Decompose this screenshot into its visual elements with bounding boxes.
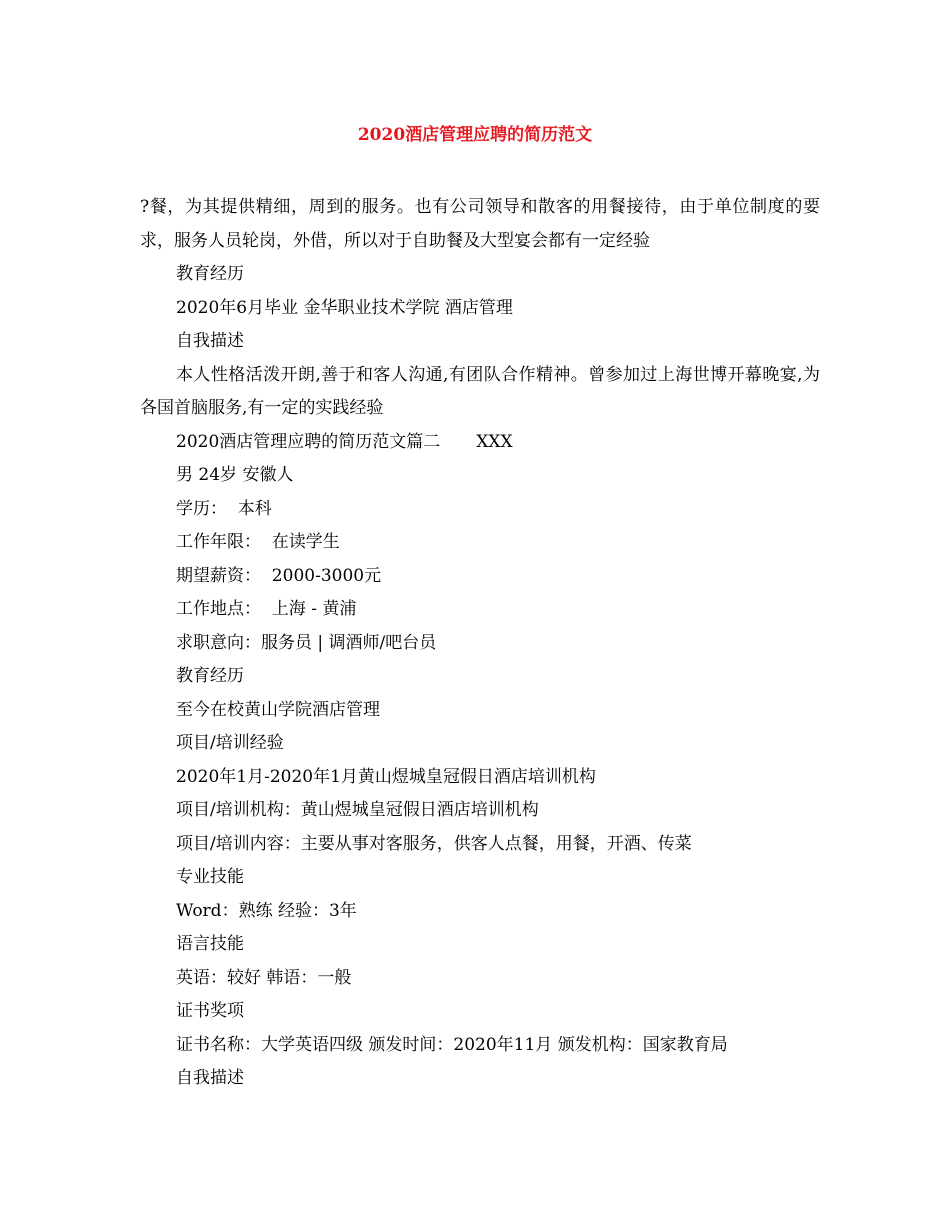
heading-education-2: 教育经历	[176, 666, 244, 686]
page-title: 2020酒店管理应聘的简历范文	[357, 125, 593, 145]
field-job-intention: 求职意向：服务员 | 调酒师/吧台员	[176, 632, 437, 653]
field-work-years: 工作年限： 在读学生	[176, 532, 340, 552]
heading-self-description: 自我描述	[176, 331, 244, 351]
field-expected-salary: 期望薪资： 2000-3000元	[176, 565, 382, 586]
document-body	[140, 191, 820, 1096]
heading-self-description-2: 自我描述	[176, 1068, 244, 1088]
training-period: 2020年1月-2020年1月黄山煜城皇冠假日酒店培训机构	[176, 766, 596, 787]
language-skills: 英语：较好 韩语：一般	[176, 967, 352, 988]
education-entry-2: 至今在校黄山学院酒店管理	[176, 699, 380, 720]
field-education-level: 学历： 本科	[176, 498, 272, 519]
education-entry: 2020年6月毕业 金华职业技术学院 酒店管理	[176, 297, 513, 318]
heading-education: 教育经历	[176, 264, 244, 284]
training-organization: 项目/培训机构：黄山煜城皇冠假日酒店培训机构	[176, 800, 539, 820]
paragraph-intro: ?餐，为其提供精细，周到的服务。也有公司领导和散客的用餐接待，由于单位制度的要求，服务人员轮岗，外借，所以对于自助餐及大型宴会都有一定经验	[140, 197, 820, 251]
candidate-basic-info: 男 24岁 安徽人	[176, 465, 294, 485]
self-description-text: 本人性格活泼开朗,善于和客人沟通,有团队合作精神。曾参加过上海世博开幕晚宴,为各国首脑服务,有一定的实践经验	[140, 364, 820, 418]
part-two-title: 2020酒店管理应聘的简历范文篇二	[176, 431, 441, 452]
heading-certificates: 证书奖项	[176, 1001, 244, 1021]
candidate-name: XXX	[476, 431, 513, 452]
field-work-location: 工作地点： 上海 - 黄浦	[176, 599, 357, 619]
certificate-entry: 证书名称：大学英语四级 颁发时间：2020年11月 颁发机构：国家教育局	[176, 1034, 728, 1055]
skill-word: Word：熟练 经验：3年	[176, 900, 357, 921]
heading-training: 项目/培训经验	[176, 733, 284, 753]
heading-professional-skills: 专业技能	[176, 867, 244, 887]
training-content: 项目/培训内容：主要从事对客服务，供客人点餐，用餐，开酒、传菜	[176, 833, 692, 854]
section-title-part-two	[140, 426, 820, 460]
heading-language-skills: 语言技能	[176, 934, 244, 954]
